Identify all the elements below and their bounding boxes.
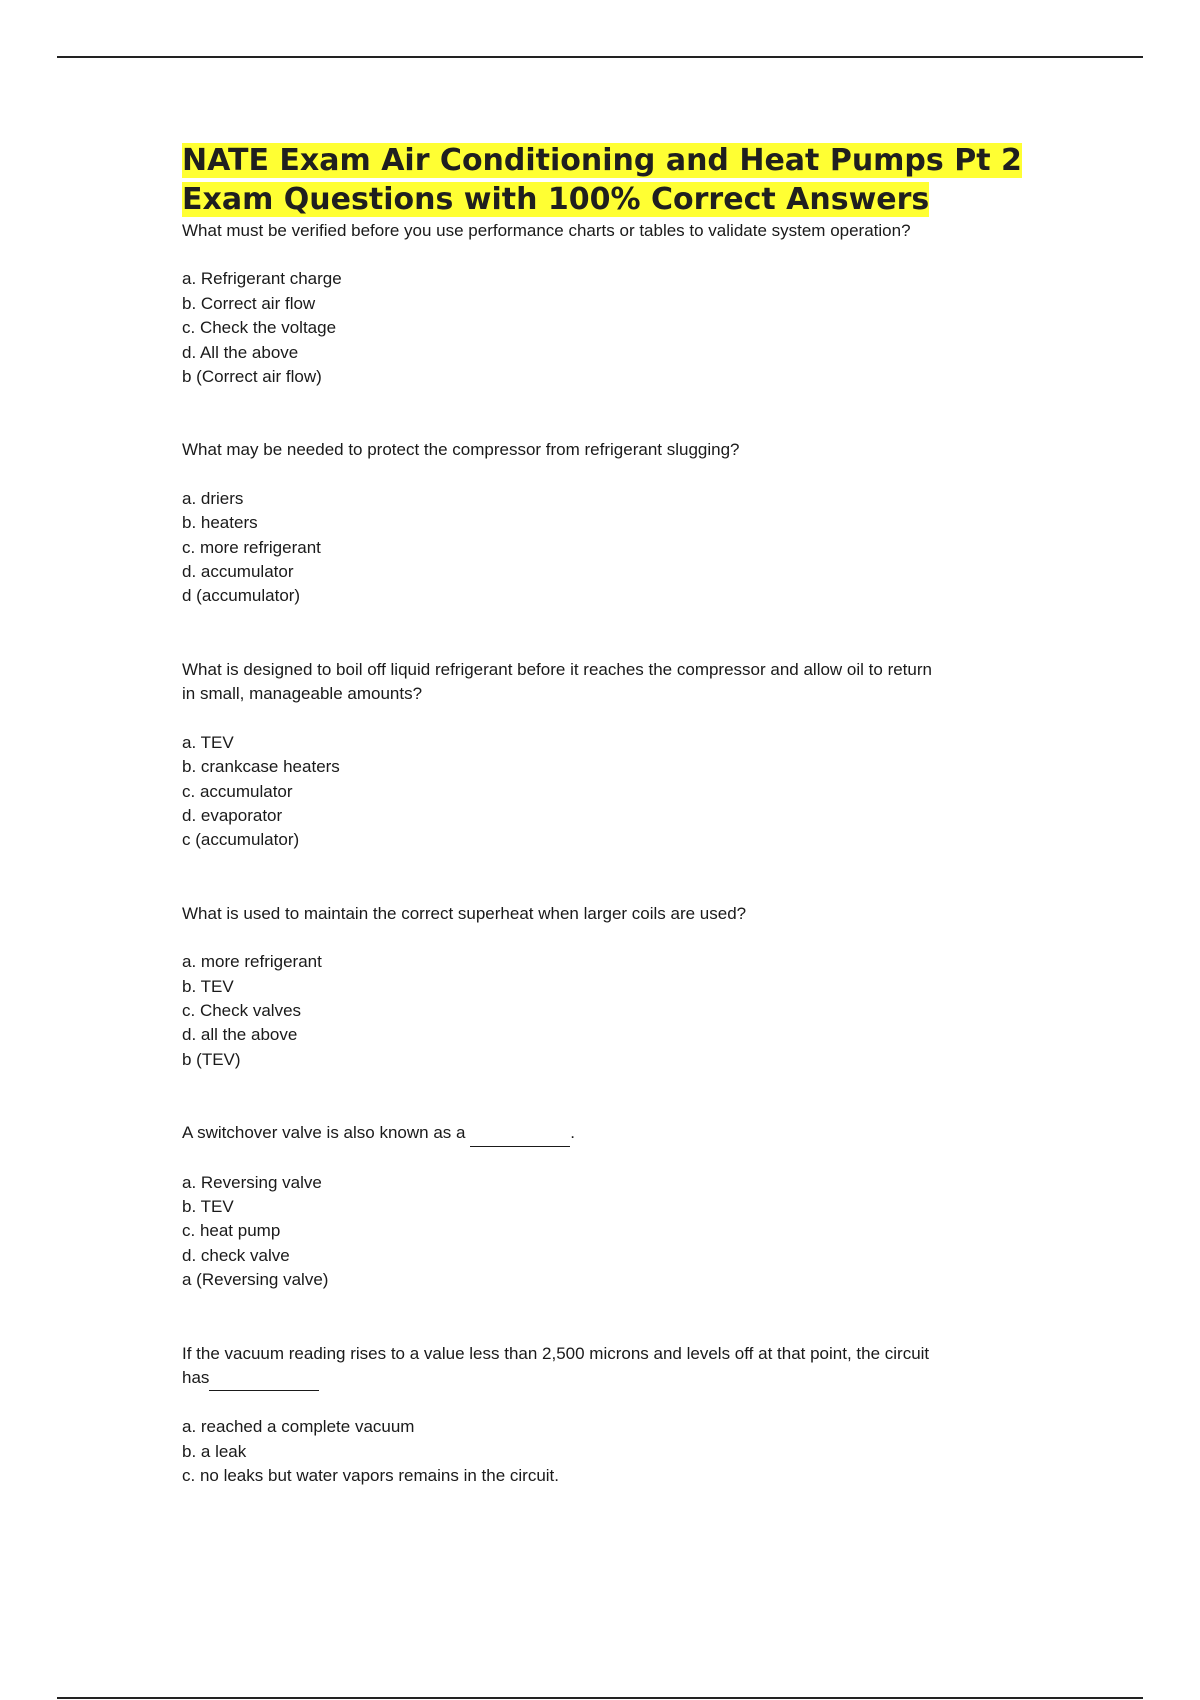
question-text: What is used to maintain the correct superheat when larger coils are used?: [182, 903, 747, 923]
option-list: [182, 950, 1042, 1072]
question-text: What may be needed to protect the compressor from refrigerant slugging?: [182, 440, 740, 460]
answer-text: c (accumulator): [182, 830, 300, 850]
option-c: c. Check valves: [182, 1000, 302, 1020]
option-d: d. accumulator: [182, 562, 294, 582]
question-text-line-2: [182, 1366, 1042, 1391]
option-a: a. reached a complete vacuum: [182, 1417, 415, 1437]
question-text-line-2-text: has: [182, 1368, 210, 1387]
question-text: What must be verified before you use performance charts or tables to validate system operation?: [182, 221, 911, 240]
option-a: a. driers: [182, 488, 244, 508]
question-block-3: [182, 658, 1042, 853]
option-d: d. all the above: [182, 1025, 298, 1045]
option-c: c. accumulator: [182, 781, 293, 801]
question-text: [182, 1121, 1042, 1146]
option-a: a. Refrigerant charge: [182, 269, 342, 289]
question-block-1: [182, 219, 1042, 389]
option-list: [182, 487, 1042, 609]
top-rule: [57, 56, 1143, 58]
question-block-6: [182, 1342, 1042, 1489]
option-list: [182, 1171, 1042, 1293]
answer-blank: [209, 1366, 319, 1391]
document-title: [182, 142, 1042, 219]
question-text-suffix: .: [570, 1123, 575, 1143]
option-c: c. heat pump: [182, 1221, 281, 1241]
option-d: d. evaporator: [182, 805, 283, 825]
question-text-line-1: What is designed to boil off liquid refrigerant before it reaches the compressor and allow oil to return: [182, 659, 932, 679]
option-d: d. check valve: [182, 1245, 290, 1265]
answer-text: a (Reversing valve): [182, 1270, 329, 1290]
question-text-line-1: If the vacuum reading rises to a value less than 2,500 microns and levels off at that point, the circuit: [182, 1343, 930, 1363]
question-spacer: [182, 389, 1042, 438]
answer-text: d (accumulator): [182, 586, 301, 606]
option-a: a. more refrigerant: [182, 952, 322, 972]
question-list: [182, 219, 1042, 1489]
option-list: [182, 731, 1042, 853]
option-b: b. crankcase heaters: [182, 757, 340, 777]
option-c: c. more refrigerant: [182, 537, 321, 557]
option-a: a. TEV: [182, 732, 234, 752]
option-b: b. Correct air flow: [182, 293, 316, 313]
question-spacer: [182, 609, 1042, 658]
option-b: b. a leak: [182, 1441, 247, 1461]
question-spacer: [182, 1293, 1042, 1342]
question-text-prefix: A switchover valve is also known as a: [182, 1123, 471, 1143]
answer-text: b (TEV): [182, 1049, 241, 1069]
question-block-4: [182, 902, 1042, 1072]
question-block-5: [182, 1121, 1042, 1292]
option-b: b. TEV: [182, 1196, 234, 1216]
option-a: a. Reversing valve: [182, 1172, 322, 1192]
question-block-2: [182, 438, 1042, 608]
option-d: d. All the above: [182, 342, 299, 362]
document-title-text: NATE Exam Air Conditioning and Heat Pumps Pt 2 Exam Questions with 100% Correct Answers: [182, 143, 1022, 217]
question-spacer: [182, 1072, 1042, 1121]
option-c: c. Check the voltage: [182, 318, 337, 338]
document-body: [182, 142, 1042, 1489]
question-text-line-2: in small, manageable amounts?: [182, 684, 423, 704]
option-c: c. no leaks but water vapors remains in the circuit.: [182, 1466, 559, 1486]
answer-text: b (Correct air flow): [182, 367, 322, 387]
option-b: b. TEV: [182, 976, 234, 996]
option-list: [182, 1415, 1042, 1488]
bottom-rule: [57, 1697, 1143, 1699]
option-b: b. heaters: [182, 513, 258, 533]
question-spacer: [182, 853, 1042, 902]
answer-blank: [470, 1121, 570, 1146]
option-list: [182, 267, 1042, 389]
